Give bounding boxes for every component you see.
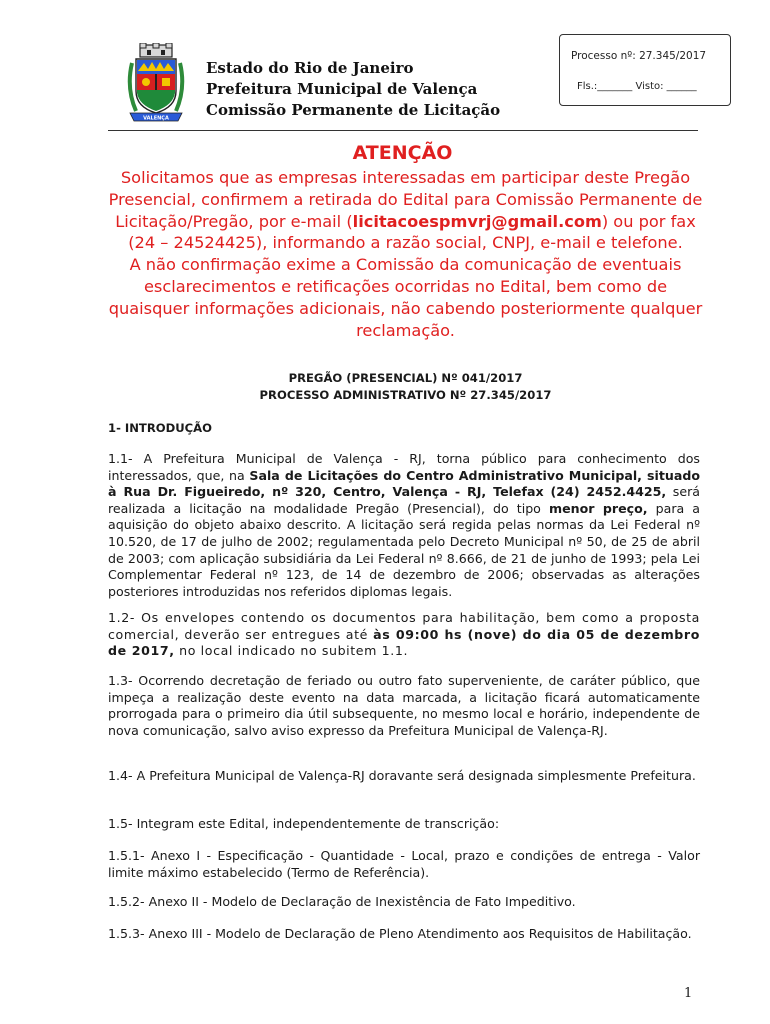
attention-paragraph-1: [108, 167, 703, 254]
p11-text-a: 1.1- A Prefeitura Municipal de Valença - RJ, torna público para conhecimento dos interessados, que, na: [108, 451, 700, 483]
process-number: Processo nº: 27.345/2017: [571, 50, 707, 62]
paragraph-1-4: 1.4- A Prefeitura Municipal de Valença-RJ doravante será designada simplesmente Prefeitura.: [108, 768, 696, 783]
valenca-coat-of-arms-icon: [126, 43, 186, 125]
process-admin-number: PROCESSO ADMINISTRATIVO Nº 27.345/2017: [259, 388, 552, 402]
header-state: Estado do Rio de Janeiro: [206, 59, 414, 77]
header-divider: [108, 130, 698, 131]
paragraph-1-5-1: 1.5.1- Anexo I - Especificação - Quantidade - Local, prazo e condições de entrega - Valor limite máximo estabelecido (Termo de Referência).: [108, 848, 700, 880]
header-institution: [206, 58, 500, 121]
attention-text-1: Solicitamos que as empresas interessadas em participar deste Pregão Presencial, confirmem a retirada do Edital para Comissão Permanente de Licitação/Pregão, por e-mail: [108, 168, 703, 231]
attention-email-open: (: [346, 211, 353, 231]
header-prefecture: Prefeitura Municipal de Valença: [206, 80, 478, 98]
p12-deadline-bold: às 09:00 hs (nove) do dia 05 de dezembro de 2017,: [108, 626, 700, 659]
p11-text-e: para a aquisição do objeto abaixo descrito. A licitação será regida pelas normas da Lei Federal nº 10.520, de 17 de julho de 2002; regulamentada pelo Decreto Municipal nº 50, de 25 de abril de 2003; com aplicação subsidiária da Lei Federal nº 8.666, de 21 de junho de 1993; pela Lei Complementar Federal nº 123, de 14 de dezembro de 2006; observadas as alterações posteriores introduzidas nos referidos diplomas legais.: [108, 500, 700, 599]
crest-banner-text: VALENÇA: [143, 115, 169, 122]
process-stamp-box: [559, 34, 731, 106]
p11-type-bold: menor preço,: [548, 500, 648, 516]
paragraph-1-5: 1.5- Integram este Edital, independentemente de transcrição:: [108, 816, 500, 831]
p11-text-c: será realizada a licitação na modalidade Pregão (Presencial), do tipo: [108, 484, 700, 516]
paragraph-1-5-2: 1.5.2- Anexo II - Modelo de Declaração de Inexistência de Fato Impeditivo.: [108, 894, 576, 909]
attention-title: ATENÇÃO: [352, 142, 453, 164]
paragraph-1-2: [108, 610, 700, 660]
p12-text-a: 1.2- Os envelopes contendo os documentos para habilitação, bem como a proposta comercial, deverão ser entregues até: [108, 610, 700, 642]
section-1-heading: 1- INTRODUÇÃO: [108, 421, 212, 435]
attention-paragraph-2: A não confirmação exime a Comissão da comunicação de eventuais esclarecimentos e retificações ocorridas no Edital, bem como de quaisquer informações adicionais, não cabendo posteriormente qualquer reclamação.: [108, 255, 703, 340]
p11-location-bold: Sala de Licitações do Centro Administrativo Municipal, situado à Rua Dr. Figueiredo, nº 320, Centro, Valença - RJ, Telefax (24) 2452.4425,: [108, 467, 700, 500]
document-subtitle: [108, 370, 703, 404]
paragraph-1-5-3: 1.5.3- Anexo III - Modelo de Declaração de Pleno Atendimento aos Requisitos de Habilitação.: [108, 926, 692, 941]
p12-text-c: no local indicado no subitem 1.1.: [174, 643, 409, 659]
paragraph-1-1: [108, 451, 700, 600]
header-commission: Comissão Permanente de Licitação: [206, 101, 501, 119]
paragraph-1-3: 1.3- Ocorrendo decretação de feriado ou outro fato superveniente, de caráter público, que impeça a realização deste evento na data marcada, a licitação ficará automaticamente prorrogada para o primeiro dia útil subsequente, no mesmo local e horário, independente de nova comunicação, salvo aviso expresso da Prefeitura Municipal de Valença-RJ.: [108, 673, 700, 738]
page-number: 1: [684, 986, 693, 1001]
attention-email: licitacoespmvrj@gmail.com: [352, 211, 602, 231]
attention-notice: [108, 167, 703, 341]
attention-text-1-end: ) ou por fax (24 – 24524425), informando a razão social, CNPJ, e-mail e telefone.: [128, 211, 696, 253]
sheet-visa-field: Fls.:_______ Visto: ______: [577, 81, 697, 92]
pregao-number: PREGÃO (PRESENCIAL) Nº 041/2017: [288, 371, 523, 385]
